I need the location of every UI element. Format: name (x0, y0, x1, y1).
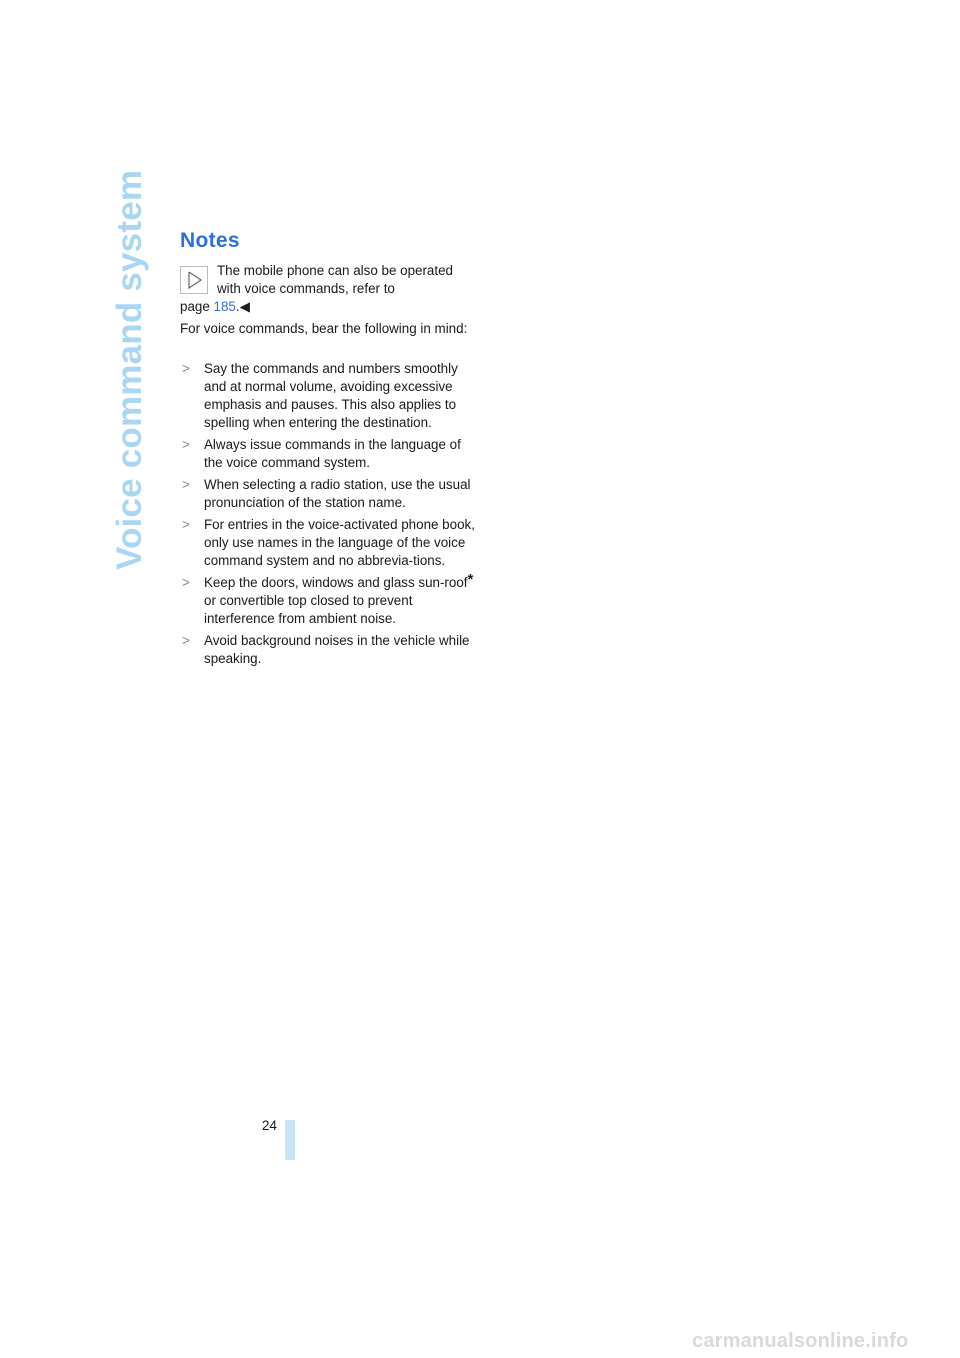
list-item (180, 516, 475, 570)
bullet-marker: > (182, 575, 190, 590)
note-line-2: with voice commands, refer to (217, 281, 395, 296)
bullet-text-part2: or convertible top closed to prevent interference from ambient noise. (204, 593, 413, 626)
page-marker-bar (285, 1120, 295, 1160)
list-item (180, 436, 475, 472)
bullet-text-part1: Keep the doors, windows and glass sun-roof (204, 575, 468, 590)
bullet-marker: > (182, 361, 190, 376)
bullet-marker: > (182, 437, 190, 452)
note-line-3 (180, 298, 480, 316)
bullet-text: Always issue commands in the language of the voice command system. (204, 437, 461, 470)
bullet-text: Say the commands and numbers smoothly and at normal volume, avoiding excessive emphasis and pauses. This also applies to spelling when entering the destination. (204, 361, 458, 430)
note-line-1: The mobile phone can also be operated (217, 263, 453, 278)
list-item (180, 632, 475, 668)
note-triangle-icon (180, 266, 208, 294)
page-link[interactable]: 185 (213, 299, 236, 314)
bullet-marker: > (182, 477, 190, 492)
page-heading: Notes (180, 229, 240, 252)
page-number: 24 (262, 1118, 277, 1133)
intro-paragraph: For voice commands, bear the following in mind: (180, 321, 468, 336)
note-end-mark: .◀ (235, 299, 250, 314)
list-item (180, 476, 475, 512)
bullet-text: For entries in the voice-activated phone book, only use names in the language of the voice command system and no abbrevia-tions. (204, 517, 475, 568)
note-page-prefix: page (180, 299, 214, 314)
list-item (180, 571, 475, 628)
optional-equipment-star: * (467, 571, 474, 588)
section-side-title-text: Voice command system (110, 169, 149, 570)
bullet-list (180, 360, 475, 672)
bullet-text: Avoid background noises in the vehicle while speaking. (204, 633, 470, 666)
list-item (180, 360, 475, 432)
bullet-marker: > (182, 517, 190, 532)
bullet-marker: > (182, 633, 190, 648)
footer-watermark: carmanualsonline.info (692, 1330, 909, 1352)
bullet-text: When selecting a radio station, use the usual pronunciation of the station name. (204, 477, 471, 510)
